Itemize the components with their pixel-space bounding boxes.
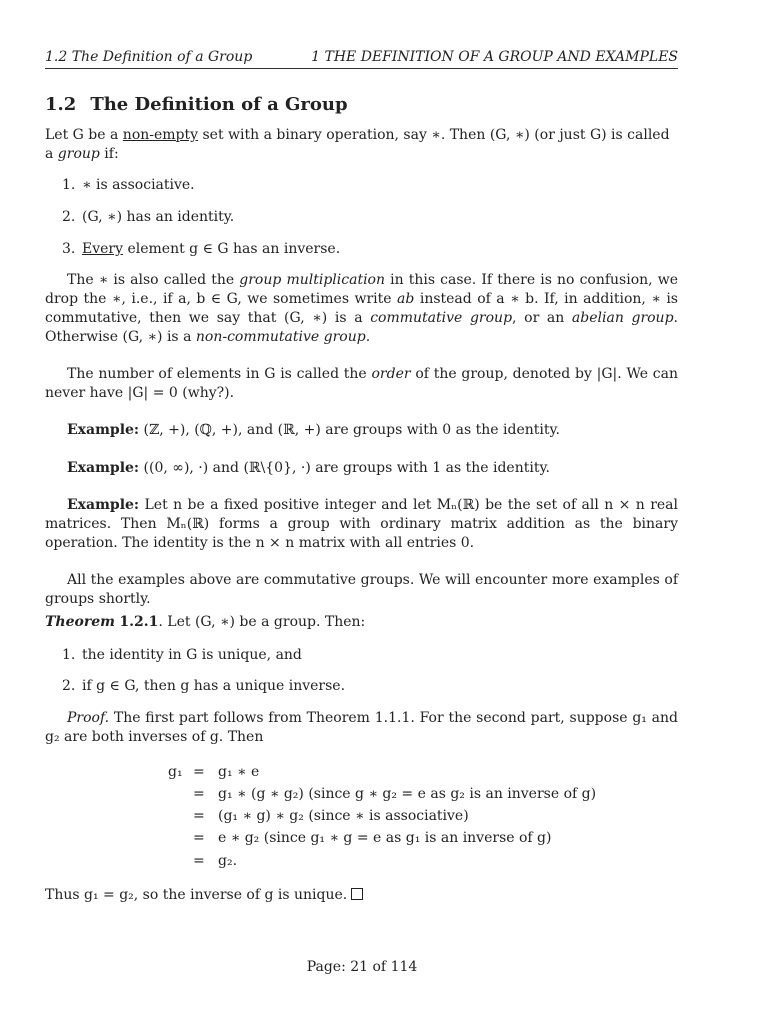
example-label: Example: (67, 497, 140, 513)
example-2 (45, 459, 678, 478)
item-text: element g ∈ G has an inverse. (123, 241, 341, 257)
emphasis-term: commutative group (370, 310, 513, 326)
item-number: 2. (62, 678, 76, 694)
emphasis-term: non-commutative group (195, 329, 366, 345)
order-paragraph (45, 365, 678, 403)
commutative-paragraph: All the examples above are commutative groups. We will encounter more examples of groups shortly. (45, 572, 678, 607)
section-title: The Definition of a Group (90, 94, 348, 115)
item-number: 3. (62, 241, 76, 257)
item-text: if g ∈ G, then g has a unique inverse. (82, 678, 346, 694)
equation-sign: = (193, 764, 205, 780)
underlined-word: non-empty (122, 127, 199, 143)
paragraph-text: The ∗ is also called the (67, 272, 240, 288)
item-number: 1. (62, 647, 76, 663)
underlined-word: Every (82, 241, 124, 257)
definition-text: if: (99, 146, 119, 162)
equation-rhs: e ∗ g₂ (since g₁ ∗ g = e as g₁ is an inverse of g) (218, 830, 552, 846)
conclusion-text: Thus g₁ = g₂, so the inverse of g is unique. (45, 887, 348, 903)
paragraph-text: . Otherwise (G, ∗) is a (45, 310, 678, 345)
theorem-number: 1.2.1 (119, 614, 159, 630)
item-number: 1. (62, 177, 76, 193)
emphasis-term: group (57, 146, 100, 162)
definition-text: Let G be a (45, 127, 123, 143)
equation-sign: = (193, 830, 205, 846)
proof-text: The first part follows from Theorem 1.1.1. For the second part, suppose g₁ and g₂ are both inverses of g. Then (45, 710, 678, 745)
paragraph-text: instead of a ∗ b. If, in addition, ∗ is commutative, then we say that (G, ∗) is a (45, 291, 678, 326)
theorem-statement (45, 613, 365, 632)
definition-paragraph (45, 126, 678, 164)
emphasis-term: ab (397, 291, 415, 307)
paragraph-text: The number of elements in G is called the (67, 366, 372, 382)
theorem-item (62, 646, 302, 665)
emphasis-term: abelian group (571, 310, 674, 326)
example-text: (ℤ, +), (ℚ, +), and (ℝ, +) are groups with 0 as the identity. (139, 422, 560, 438)
section-heading (45, 94, 348, 115)
item-text: the identity in G is unique, and (82, 647, 302, 663)
proof-paragraph (45, 709, 678, 747)
proof-label: Proof. (67, 710, 110, 726)
page-footer: Page: 21 of 114 (306, 959, 418, 975)
example-label: Example: (67, 422, 140, 438)
example-1 (45, 421, 678, 440)
emphasis-term: group multiplication (239, 272, 385, 288)
equation-rhs: g₁ ∗ e (218, 764, 260, 780)
equation-rhs: g₁ ∗ (g ∗ g₂) (since g ∗ g₂ = e as g₂ is an inverse of g) (218, 786, 597, 802)
paragraph-text: in this case. If there is no confusion, we drop the ∗, i.e., if a, b ∈ G, we sometimes write (45, 272, 678, 307)
definition-item (62, 240, 340, 259)
theorem-label: Theorem (45, 614, 115, 630)
multiplication-paragraph (45, 271, 678, 347)
section-number: 1.2 (45, 94, 77, 115)
equation-rhs: (g₁ ∗ g) ∗ g₂ (since ∗ is associative) (218, 808, 469, 824)
running-header (45, 48, 678, 69)
definition-text: set with a binary operation, say ∗. Then (G, ∗) (or just G) is called a (45, 127, 670, 162)
header-left: 1.2 The Definition of a Group (45, 49, 253, 65)
item-number: 2. (62, 209, 76, 225)
example-text: Let n be a fixed positive integer and let Mₙ(ℝ) be the set of all n × n real matrices. Then Mₙ(ℝ) forms a group with ordinary matrix addition as the binary operation. The identity is the n × n matrix with all entries 0. (45, 497, 678, 551)
equation-lhs: g₁ (168, 764, 183, 780)
qed-square-icon (351, 888, 363, 900)
emphasis-term: order (371, 366, 411, 382)
equation-sign: = (193, 853, 205, 869)
example-text: ((0, ∞), ·) and (ℝ\{0}, ·) are groups with 1 as the identity. (139, 460, 550, 476)
item-text: ∗ is associative. (82, 177, 195, 193)
theorem-item (62, 677, 345, 696)
example-3 (45, 496, 678, 553)
equation-sign: = (193, 786, 205, 802)
theorem-text: . Let (G, ∗) be a group. Then: (158, 614, 366, 630)
conclusion-paragraph (45, 886, 678, 905)
equation-sign: = (193, 808, 205, 824)
definition-item (62, 176, 195, 195)
paragraph-text: of the group, denoted by |G|. We can never have |G| = 0 (why?). (45, 366, 678, 401)
definition-item (62, 208, 234, 227)
item-text: (G, ∗) has an identity. (82, 209, 235, 225)
equation-rhs: g₂. (218, 853, 238, 869)
header-right: 1 THE DEFINITION OF A GROUP AND EXAMPLES (311, 49, 678, 65)
paragraph-text: . (365, 329, 371, 345)
example-label: Example: (67, 460, 140, 476)
paragraph-text: , or an (512, 310, 572, 326)
